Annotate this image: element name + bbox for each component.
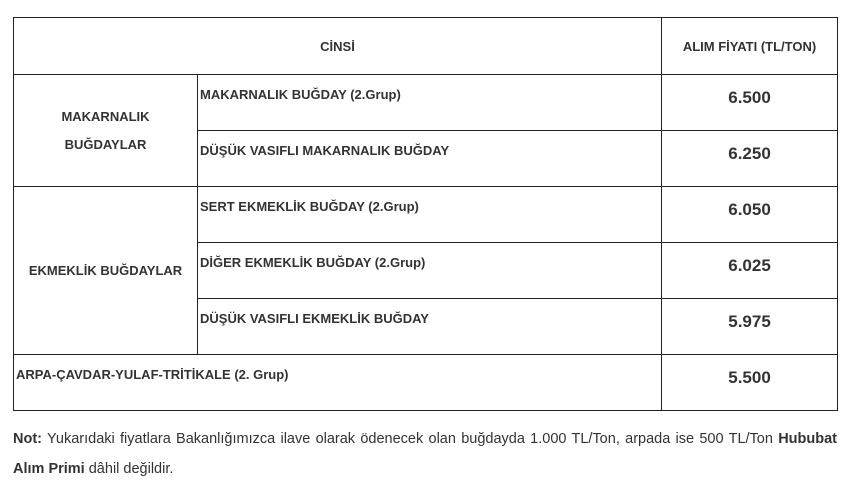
note-label: Not: [13,431,42,447]
table-row [14,187,838,243]
product-name: DÜŞÜK VASIFLI EKMEKLİK BUĞDAY [198,299,662,355]
price-column-header: ALIM FİYATI (TL/TON) [662,18,838,75]
table-header-row [14,18,838,75]
product-price: 6.025 [662,243,838,299]
product-name: SERT EKMEKLİK BUĞDAY (2.Grup) [198,187,662,243]
product-name: DİĞER EKMEKLİK BUĞDAY (2.Grup) [198,243,662,299]
note-emphasis: Hububat Alım Primi [13,431,837,477]
footnote [13,424,837,484]
product-price: 5.975 [662,299,838,355]
price-table [13,17,838,411]
product-name: MAKARNALIK BUĞDAY (2.Grup) [198,75,662,131]
group-label-line: MAKARNALIK [61,108,150,124]
product-price: 6.250 [662,131,838,187]
type-column-header: CİNSİ [14,18,662,75]
note-text: Yukarıdaki fiyatlara Bakanlığımızca ilave olarak ödenecek olan buğdayda 1.000 TL/Ton, arpada ise 500 TL/Ton [42,431,779,447]
product-name: DÜŞÜK VASIFLI MAKARNALIK BUĞDAY [198,131,662,187]
product-price: 6.500 [662,75,838,131]
note-text-end: dâhil değildir. [84,461,174,477]
product-name: ARPA-ÇAVDAR-YULAF-TRİTİKALE (2. Grup) [14,355,662,411]
group-label-bread: EKMEKLİK BUĞDAYLAR [14,187,198,355]
group-label-line: BUĞDAYLAR [64,136,147,152]
group-label-durum [14,75,198,187]
product-price: 6.050 [662,187,838,243]
table-row [14,355,838,411]
table-row [14,75,838,131]
product-price: 5.500 [662,355,838,411]
